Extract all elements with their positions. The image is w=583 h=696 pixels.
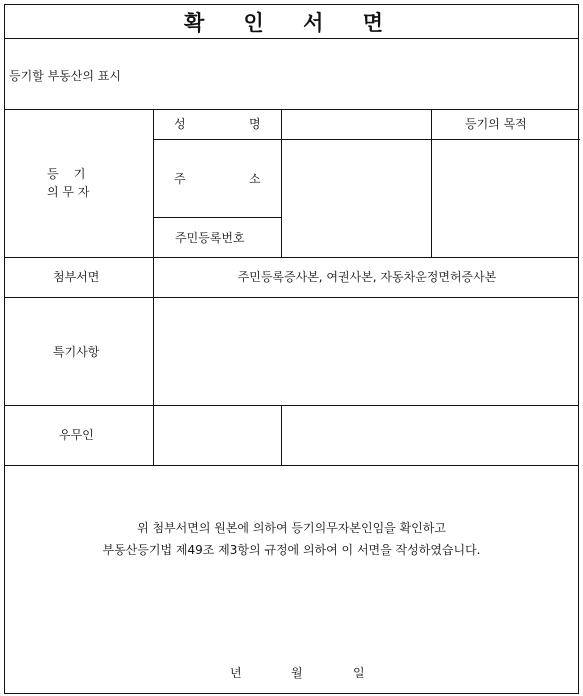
address-label: 주 xyxy=(174,172,186,186)
confirmation-form xyxy=(4,4,579,694)
divider xyxy=(281,405,282,465)
attachments-value: 주민등록증사본, 여권사본, 자동차운정면허증사본 xyxy=(237,270,497,284)
date-day: 일 xyxy=(353,666,365,680)
address-label-2: 소 xyxy=(249,172,261,186)
name-label: 성 xyxy=(174,117,186,131)
divider xyxy=(431,109,432,257)
date-year: 년 xyxy=(230,666,242,680)
rrn-label: 주민등록번호 xyxy=(175,231,245,245)
divider xyxy=(5,38,578,39)
divider xyxy=(431,139,580,140)
statement-line-2: 부동산등기법 제49조 제3항의 규정에 의하여 이 서면을 작성하였습니다. xyxy=(102,543,481,557)
divider xyxy=(153,109,154,257)
divider xyxy=(5,109,578,110)
divider xyxy=(5,465,578,466)
divider xyxy=(5,405,578,406)
date-month: 월 xyxy=(291,666,303,680)
divider xyxy=(5,297,578,298)
divider xyxy=(153,139,432,140)
purpose-label: 등기의 목적 xyxy=(465,117,527,131)
obligor-label-line1: 등 기 xyxy=(47,167,86,181)
remarks-label: 특기사항 xyxy=(53,345,100,359)
attachments-label: 첨부서면 xyxy=(53,270,100,284)
divider xyxy=(281,109,282,257)
divider xyxy=(153,405,154,465)
divider xyxy=(153,217,282,218)
obligor-label-line2: 의 무 자 xyxy=(47,185,90,199)
thumbprint-label: 우무인 xyxy=(59,428,94,442)
property-label: 등기할 부동산의 표시 xyxy=(9,69,121,83)
statement-line-1: 위 첨부서면의 원본에 의하여 등기의무자본인임을 확인하고 xyxy=(137,521,446,535)
form-title: 확 인 서 면 xyxy=(183,10,400,35)
name-label-2: 명 xyxy=(249,117,261,131)
divider xyxy=(5,257,578,258)
